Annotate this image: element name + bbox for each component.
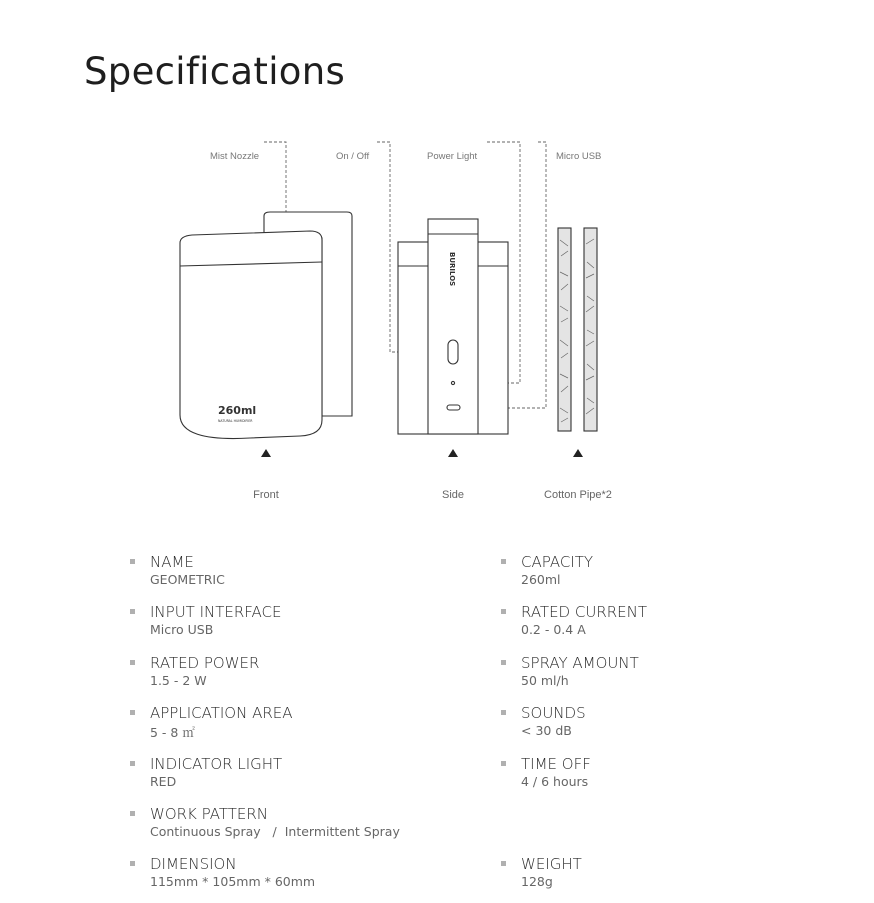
bullet-icon [501, 861, 506, 866]
side-brand-print: BURILOS [448, 252, 456, 287]
spec-label: SPRAY AMOUNT [521, 654, 639, 672]
bullet-icon [501, 609, 506, 614]
spec-value: 1.5 - 2 W [150, 673, 207, 688]
spec-value: 260ml [521, 572, 561, 587]
bullet-icon [130, 861, 135, 866]
spec-label: TIME OFF [521, 755, 591, 773]
spec-label: SOUNDS [521, 704, 586, 722]
spec-value: 5 - 8 ㎡ [150, 725, 195, 740]
spec-value: 115mm * 105mm * 60mm [150, 874, 316, 889]
spec-label: DIMENSION [150, 855, 237, 873]
spec-value: Continuous Spray / Intermittent Spray [150, 824, 400, 839]
spec-value: 128g [521, 874, 553, 889]
spec-label: INDICATOR LIGHT [150, 755, 283, 773]
spec-value: GEOMETRIC [150, 572, 225, 587]
spec-label: WORK PATTERN [150, 805, 269, 823]
bullet-icon [130, 811, 135, 816]
view-label-front: Front [253, 489, 279, 501]
bullet-icon [501, 710, 506, 715]
side-pointer-icon [448, 449, 458, 457]
bullet-icon [501, 761, 506, 766]
cotton-pointer-icon [573, 449, 583, 457]
front-small-print: NATURAL HUMIDIFIER [218, 419, 253, 423]
bullet-icon [130, 761, 135, 766]
spec-value: RED [150, 774, 177, 789]
page-title: Specifications [84, 50, 346, 93]
bullet-icon [501, 559, 506, 564]
callout-micro-usb: Micro USB [556, 151, 602, 162]
spec-value: Micro USB [150, 622, 214, 637]
spec-label: WEIGHT [521, 855, 582, 873]
bullet-icon [130, 609, 135, 614]
front-pointer-icon [261, 449, 271, 457]
callout-power-light: Power Light [427, 151, 478, 162]
spec-label: CAPACITY [521, 553, 594, 571]
callout-on-off: On / Off [336, 151, 370, 162]
spec-value: 50 ml/h [521, 673, 569, 688]
spec-value: 0.2 - 0.4 A [521, 622, 586, 637]
spec-label: INPUT INTERFACE [150, 603, 282, 621]
spec-label: RATED POWER [150, 654, 260, 672]
bullet-icon [130, 559, 135, 564]
spec-value: 4 / 6 hours [521, 774, 589, 789]
callout-mist-nozzle: Mist Nozzle [210, 151, 260, 162]
spec-label: NAME [150, 553, 194, 571]
spec-label: RATED CURRENT [521, 603, 648, 621]
front-capacity-print: 260ml [218, 404, 257, 417]
view-label-side: Side [441, 489, 465, 501]
spec-value: < 30 dB [521, 723, 572, 738]
front-view-drawing [180, 212, 352, 439]
cotton-pipes-drawing [558, 228, 597, 431]
bullet-icon [501, 660, 506, 665]
bullet-icon [130, 710, 135, 715]
bullet-icon [130, 660, 135, 665]
spec-label: APPLICATION AREA [150, 704, 293, 722]
view-label-cotton: Cotton Pipe*2 [544, 489, 612, 501]
